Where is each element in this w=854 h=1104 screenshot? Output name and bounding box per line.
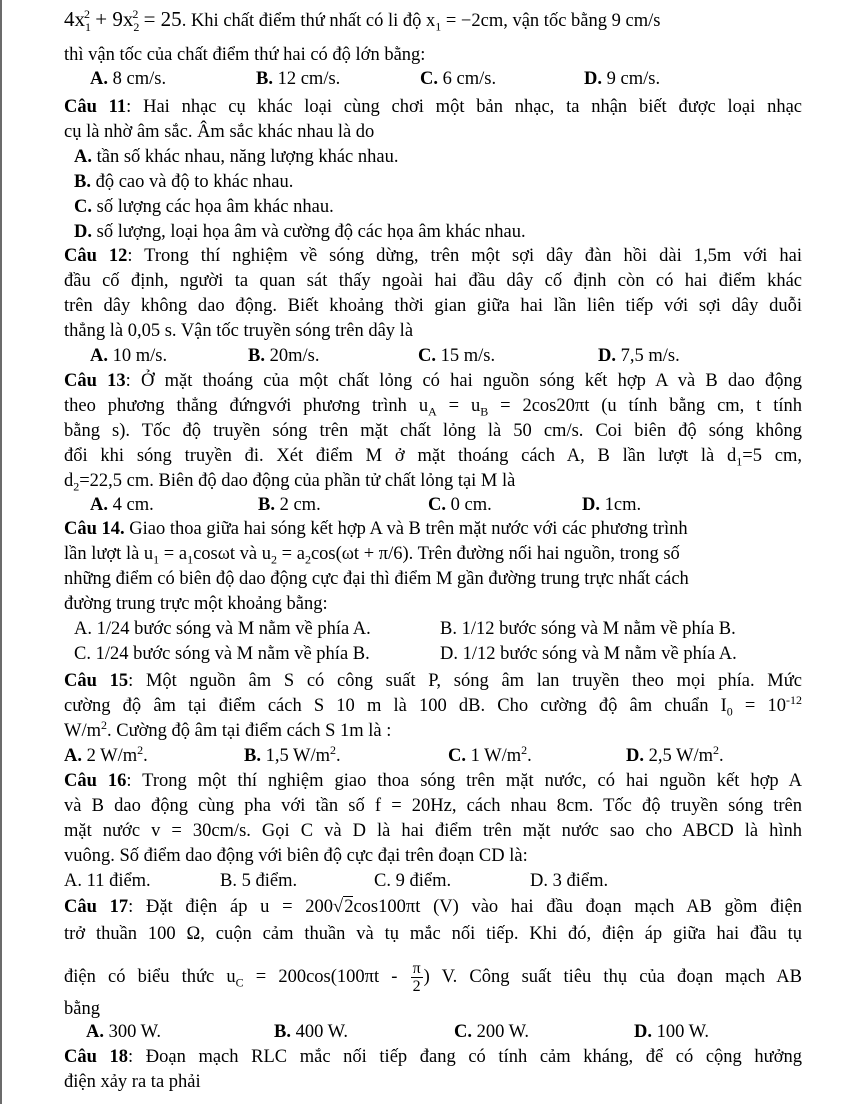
q14-option-b[interactable]: B. 1/12 bước sóng và M nằm về phía B. bbox=[440, 619, 736, 639]
q17-option-a[interactable]: A. 300 W. bbox=[86, 1022, 162, 1042]
q13-option-a[interactable]: A. 4 cm. bbox=[90, 495, 154, 515]
q14-line-1: Câu 14. Giao thoa giữa hai sóng kết hợp A và B trên mặt nước với các phương trình bbox=[64, 519, 688, 539]
q16-line-4: vuông. Số điểm dao động với biên độ cực đại trên đoạn CD là: bbox=[64, 846, 528, 866]
q13-line-4: đổi khi sóng truyền đi. Xét điểm M ở mặt thoáng cách A, B lần lượt là $d_1=5$ cm, bbox=[64, 446, 802, 469]
q12-option-a[interactable]: A. 10 m/s. bbox=[90, 346, 168, 366]
q16-option-b[interactable]: B. 5 điểm. bbox=[220, 871, 298, 891]
q14-line-2: lần lượt là $u_1 = a_1\cos\omega t$ và $u_2 = a_2\cos(\omega t + \pi/6)$. Trên đường nối hai nguồn, trong số bbox=[64, 544, 680, 567]
q17-option-d[interactable]: D. 100 W. bbox=[634, 1022, 710, 1042]
q17-line-1: Câu 17: Đặt điện áp u = 200√2cos100πt (V) vào hai đầu đoạn mạch AB gồm điện bbox=[64, 897, 802, 917]
q14-label: Câu 14. bbox=[64, 519, 125, 539]
q13-line-3: bằng s). Tốc độ truyền sóng trên mặt chất lỏng là 50 cm/s. Coi biên độ sóng không bbox=[64, 421, 802, 441]
q10-option-b[interactable]: B. 12 cm/s. bbox=[256, 69, 341, 89]
q12-option-d[interactable]: D. 7,5 m/s. bbox=[598, 346, 680, 366]
q16-option-d[interactable]: D. 3 điểm. bbox=[530, 871, 609, 891]
q15-option-d[interactable]: D. 2,5 $W/m^2$. bbox=[626, 742, 724, 766]
q16-line-1: Câu 16: Trong một thí nghiệm giao thoa sóng trên mặt nước, có hai nguồn kết hợp A bbox=[64, 771, 802, 791]
q12-line-2: đầu cố định, người ta quan sát thấy ngoài hai đầu dây cố định còn có hai điểm khác bbox=[64, 271, 802, 291]
q12-line-1: Câu 12: Trong thí nghiệm về sóng dừng, trên một sợi dây đàn hồi dài 1,5m với hai bbox=[64, 246, 802, 266]
sqrt-symbol: √ bbox=[333, 897, 344, 917]
q16-option-a[interactable]: A. 11 điểm. bbox=[64, 871, 151, 891]
q17-label: Câu 17 bbox=[64, 897, 129, 917]
q12-line-4: thẳng là 0,05 s. Vận tốc truyền sóng trên dây là bbox=[64, 321, 414, 341]
q12-option-c[interactable]: C. 15 m/s. bbox=[418, 346, 496, 366]
q15-line-2: cường độ âm tại điểm cách S 10 m là 100 dB. Cho cường độ âm chuẩn $I_0 = 10^{-12}$ bbox=[64, 692, 802, 719]
q12-label: Câu 12 bbox=[64, 246, 128, 266]
q10-line-1: $4x_1^2 + 9x_2^2 = 25$. Khi chất điểm thứ nhất có li độ $x_1 = -2cm$, vận tốc bằng 9 cm/s bbox=[64, 7, 661, 35]
q11-option-c[interactable]: C. số lượng các họa âm khác nhau. bbox=[74, 197, 334, 217]
q13-label: Câu 13 bbox=[64, 371, 126, 391]
q17-line-3: điện có biểu thức $u_C = 200\cos(100\pi t$ - $\frac{\pi}{2}$ ) V. Công suất tiêu thụ của đoạn mạch AB bbox=[64, 960, 803, 995]
q17-option-c[interactable]: C. 200 W. bbox=[454, 1022, 530, 1042]
q14-line-4: đường trung trực một khoảng bằng: bbox=[64, 594, 328, 614]
q14-option-a[interactable]: A. 1/24 bước sóng và M nằm về phía A. bbox=[74, 619, 371, 639]
q11-option-d[interactable]: D. số lượng, loại họa âm và cường độ các họa âm khác nhau. bbox=[74, 222, 526, 242]
q15-label: Câu 15 bbox=[64, 671, 129, 691]
q13-line-5: $d_2=22,5$ cm. Biên độ dao động của phần tử chất lỏng tại M là bbox=[64, 471, 516, 494]
q14-line-3: những điểm có biên độ dao động cực đại thì điểm M gần đường trung trực nhất cách bbox=[64, 569, 689, 589]
q15-line-3: $W/m^2$. Cường độ âm tại điểm cách S 1m là : bbox=[64, 717, 392, 741]
q10-equation: $4x_1^2 + 9x_2^2 = 25$ bbox=[64, 7, 182, 35]
q12-option-b[interactable]: B. 20m/s. bbox=[248, 346, 320, 366]
q16-line-3: mặt nước v = 30cm/s. Gọi C và D là hai điểm trên mặt nước sao cho ABCD là hình bbox=[64, 821, 802, 841]
q14-option-d[interactable]: D. 1/12 bước sóng và M nằm về phía A. bbox=[440, 644, 737, 664]
q11-line-2: cụ là nhờ âm sắc. Âm sắc khác nhau là do bbox=[64, 122, 375, 142]
q17-line-2: trở thuần 100 Ω, cuộn cảm thuần và tụ mắc nối tiếp. Khi đó, điện áp giữa hai đầu tụ bbox=[64, 924, 802, 944]
q11-option-b[interactable]: B. độ cao và độ to khác nhau. bbox=[74, 172, 294, 192]
q16-label: Câu 16 bbox=[64, 771, 127, 791]
q16-line-2: và B dao động cùng pha với tần số f = 20Hz, cách nhau 8cm. Tốc độ truyền sóng trên bbox=[64, 796, 802, 816]
q11-line-1: Câu 11: Hai nhạc cụ khác loại cùng chơi một bản nhạc, ta nhận biết được loại nhạc bbox=[64, 97, 802, 117]
q18-label: Câu 18 bbox=[64, 1047, 129, 1067]
q18-line-2: điện xảy ra ta phải bbox=[64, 1072, 201, 1092]
q15-option-b[interactable]: B. 1,5 $W/m^2$. bbox=[244, 742, 341, 766]
q14-option-c[interactable]: C. 1/24 bước sóng và M nằm về phía B. bbox=[74, 644, 370, 664]
pi-over-two-fraction: $\frac{\pi}{2}$ bbox=[412, 960, 421, 995]
q10-option-c[interactable]: C. 6 cm/s. bbox=[420, 69, 497, 89]
q15-option-c[interactable]: C. 1 $W/m^2$. bbox=[448, 742, 532, 766]
q17-line-4: bằng bbox=[64, 999, 100, 1019]
q12-line-3: trên dây không dao động. Biết khoảng thời gian giữa hai lần liên tiếp với sợi dây duỗi bbox=[64, 296, 802, 316]
q10-line-2: thì vận tốc của chất điểm thứ hai có độ lớn bằng: bbox=[64, 45, 426, 65]
q13-line-1: Câu 13: Ở mặt thoáng của một chất lỏng có hai nguồn sóng kết hợp A và B dao động bbox=[64, 371, 802, 391]
q13-option-c[interactable]: C. 0 cm. bbox=[428, 495, 492, 515]
q11-label: Câu 11 bbox=[64, 97, 127, 117]
q13-option-d[interactable]: D. 1cm. bbox=[582, 495, 642, 515]
q15-option-a[interactable]: A. 2 $W/m^2$. bbox=[64, 742, 148, 766]
q17-option-b[interactable]: B. 400 W. bbox=[274, 1022, 349, 1042]
q18-line-1: Câu 18: Đoạn mạch RLC mắc nối tiếp đang có tính cảm kháng, để có cộng hưởng bbox=[64, 1047, 802, 1067]
q10-option-a[interactable]: A. 8 cm/s. bbox=[90, 69, 167, 89]
q15-line-1: Câu 15: Một nguồn âm S có công suất P, sóng âm lan truyền theo mọi phía. Mức bbox=[64, 671, 802, 691]
q13-line-2: theo phương thẳng đứngvới phương trình $u_A = u_B = 2\cos 20\pi t$ (u tính bằng cm, t tính bbox=[64, 396, 802, 419]
q13-option-b[interactable]: B. 2 cm. bbox=[258, 495, 321, 515]
q16-option-c[interactable]: C. 9 điểm. bbox=[374, 871, 452, 891]
q10-option-d[interactable]: D. 9 cm/s. bbox=[584, 69, 661, 89]
q11-option-a[interactable]: A. tần số khác nhau, năng lượng khác nhau. bbox=[74, 147, 399, 167]
